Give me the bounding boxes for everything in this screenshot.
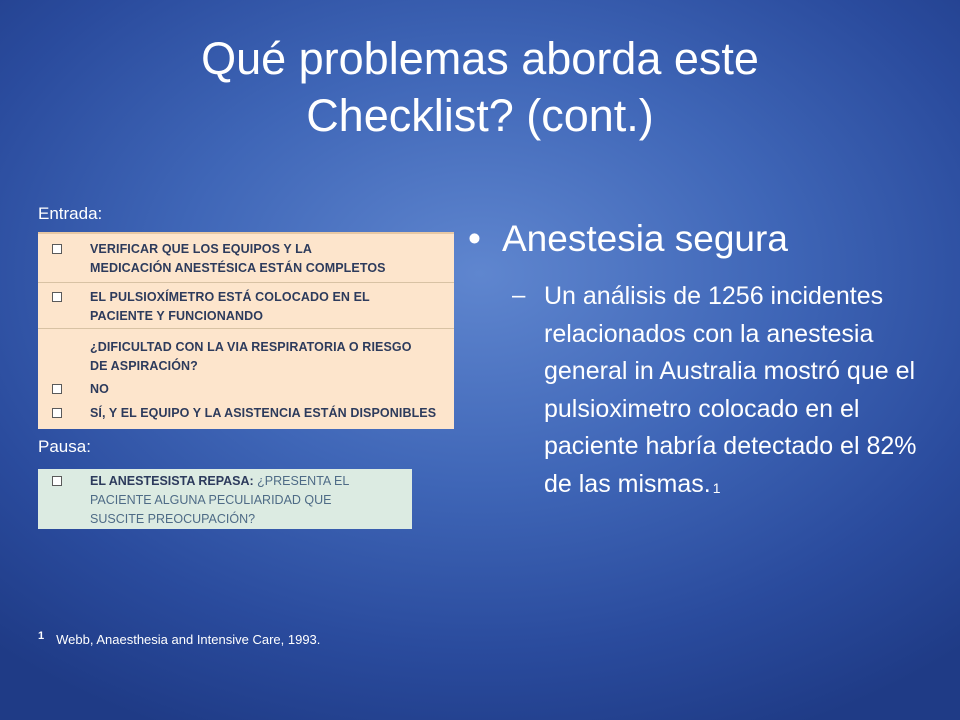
entrada-label: Entrada: <box>38 204 103 223</box>
title-line-2: Checklist? (cont.) <box>306 90 654 141</box>
sub-bullet-text: Un análisis de 1256 incidentes relacionados con la anestesia general in Australia mostró que el pulsioximetro colocado en el paciente habría detectado el 82% de las mismas. $^1$ <box>544 282 917 498</box>
bullet-heading <box>468 218 788 260</box>
footnote-reference: 1 <box>712 479 721 496</box>
bullet-heading-text: Anestesia segura <box>502 218 788 259</box>
checklist-text: EL PULSIOXÍMETRO ESTÁ COLOCADO EN EL PACIENTE Y FUNCIONANDO <box>90 290 370 323</box>
checkbox[interactable] <box>52 384 62 394</box>
pausa-label: Pausa: <box>38 437 91 456</box>
bullet-icon: • <box>468 218 481 259</box>
option-no: NO <box>90 382 109 396</box>
footnote <box>38 632 320 647</box>
entrada-checklist <box>38 232 454 429</box>
checkbox[interactable] <box>52 476 62 486</box>
checkbox[interactable] <box>52 292 62 302</box>
checklist-row-equipment <box>38 234 454 283</box>
dash-icon: – <box>512 282 526 309</box>
checklist-text: ¿DIFICULTAD CON LA VIA RESPIRATORIA O RIESGO DE ASPIRACIÓN? <box>90 340 412 373</box>
option-yes: SÍ, Y EL EQUIPO Y LA ASISTENCIA ESTÁN DISPONIBLES <box>90 406 437 420</box>
pausa-checklist <box>38 469 412 529</box>
checkbox[interactable] <box>52 244 62 254</box>
footnote-text: Webb, Anaesthesia and Intensive Care, 1993. <box>56 632 321 647</box>
checklist-text: VERIFICAR QUE LOS EQUIPOS Y LA MEDICACIÓN ANESTÉSICA ESTÁN COMPLETOS <box>90 242 386 275</box>
checklist-row-airway <box>38 328 454 429</box>
checkbox[interactable] <box>52 408 62 418</box>
footnote-mark: 1 <box>38 630 45 642</box>
pausa-text: EL ANESTESISTA REPASA: ¿PRESENTA EL PACIENTE ALGUNA PECULIARIDAD QUE SUSCITE PREOCUPACIÓN? <box>90 474 350 526</box>
checklist-row-pulse-oximeter <box>38 282 454 329</box>
slide-title <box>0 30 960 144</box>
title-line-1: Qué problemas aborda este <box>201 33 759 84</box>
